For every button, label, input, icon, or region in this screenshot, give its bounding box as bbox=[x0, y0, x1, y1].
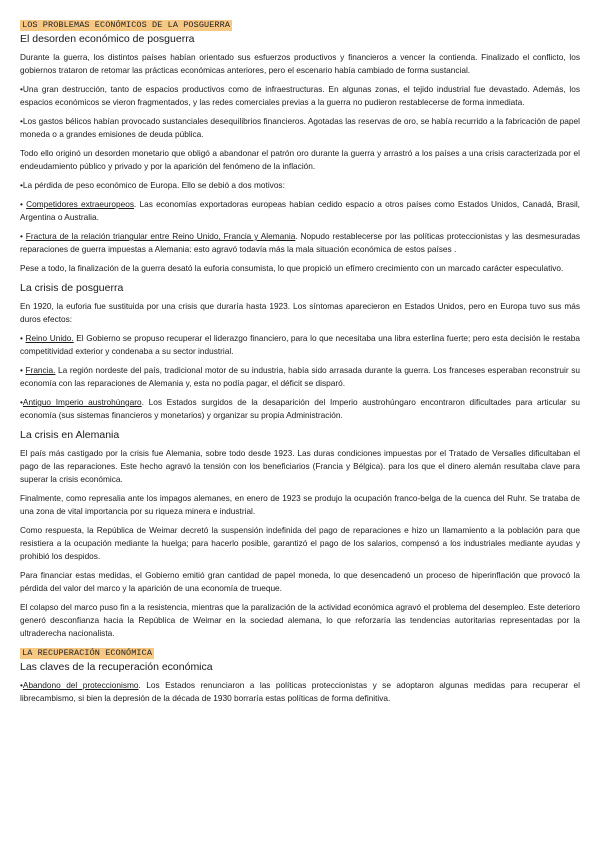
paragraph: Durante la guerra, los distintos países habían orientado sus esfuerzos productivos y financieros a vencer la contienda. Finalizado el conflicto, los gobiernos trataron de retomar las prácticas económicas anteriores, pero el escenario había cambiado de forma sustancial. bbox=[20, 52, 580, 75]
paragraph: •La pérdida de peso económico de Europa. Ello se debió a dos motivos: bbox=[20, 180, 285, 190]
paragraph: •Los gastos bélicos habían provocado sustanciales desequilibrios financieros. Agotadas las reservas de oro, se había recurrido a la fabricación de papel moneda o a grandes emisiones de deuda pública. bbox=[20, 116, 580, 139]
bullet-title: Francia. bbox=[25, 365, 56, 375]
bullet-item: • Reino Unido. El Gobierno se propuso recuperar el liderazgo financiero, para lo que necesitaba una libra esterlina fuerte; pero esta decisión le restaba competitividad exterior y condenaba a su sector industrial. bbox=[20, 333, 580, 356]
paragraph: Finalmente, como represalia ante los impagos alemanes, en enero de 1923 se produjo la ocupación franco-belga de la cuenca del Ruhr. Se trataba de una zona de vital importancia por su riqueza minera e industrial. bbox=[20, 493, 580, 516]
paragraph: Pese a todo, la finalización de la guerra desató la euforia consumista, lo que propició un efímero crecimiento con un marcado carácter especulativo. bbox=[20, 263, 564, 273]
subheading-crisis-alemania: La crisis en Alemania bbox=[20, 429, 120, 441]
bullet-title: Abandono del proteccionismo bbox=[22, 680, 139, 690]
subheading-crisis-posguerra: La crisis de posguerra bbox=[20, 282, 124, 294]
bullet-item: •Abandono del proteccionismo. Los Estados renunciaron a las políticas proteccionistas y se adoptaron algunas medidas para recuperar el librecambismo, si bien la depresión de la década de 1930 borraría estas políticas de forma definitiva. bbox=[20, 680, 580, 703]
document-page bbox=[20, 18, 580, 711]
paragraph: •Una gran destrucción, tanto de espacios productivos como de infraestructuras. En algunas zonas, el tejido industrial fue devastado. Además, los espacios económicos se vieron fragmentados, y las redes comerciales previas a la guerra no pudieron restablecerse de forma inmediata. bbox=[20, 84, 580, 107]
paragraph: El país más castigado por la crisis fue Alemania, sobre todo desde 1923. Las duras condiciones impuestas por el Tratado de Versalles dificultaban el pago de las reparaciones. Este hecho agravó la tensión con los beneficiarios (Francia y Bélgica). para los que el dinero alemán resultaba clave para superar la crisis económica. bbox=[20, 448, 580, 484]
section-heading-problemas: LOS PROBLEMAS ECONÓMICOS DE LA POSGUERRA bbox=[22, 20, 231, 30]
bullet-item: • Fractura de la relación triangular entre Reino Unido, Francia y Alemania. Nopudo restablecerse por las políticas proteccionistas y las desmesuradas reparaciones de guerra impuestas a Alemania: esto agravó todavía más la mala situación económica de estos países . bbox=[20, 231, 580, 254]
section-heading-recuperacion: LA RECUPERACIÓN ECONÓMICA bbox=[22, 648, 153, 658]
paragraph: En 1920, la euforia fue sustituida por una crisis que duraría hasta 1923. Los síntomas aparecieron en Estados Unidos, pero en Europa tuvo sus más duros efectos: bbox=[20, 301, 580, 324]
paragraph: Para financiar estas medidas, el Gobierno emitió gran cantidad de papel moneda, lo que desencadenó un proceso de hiperinflación que provocó la pérdida del valor del marco y la aparición de una economía de trueque. bbox=[20, 570, 580, 593]
paragraph: El colapso del marco puso fin a la resistencia, mientras que la paralización de la actividad económica agravó el problema del desempleo. Este deterioro generó desconfianza hacia la República de Weimar en la sociedad alemana, lo que reforzaría las tendencias autoritarias representadas por la ultraderecha nacionalista. bbox=[20, 602, 580, 638]
bullet-title: Reino Unido. bbox=[25, 333, 74, 343]
bullet-item: • Francia. La región nordeste del país, tradicional motor de su industria, había sido arrasada durante la guerra. Los franceses esperaban reconstruir su economía con las reparaciones de Alemania y, esta no podía pagar, el déficit se disparó. bbox=[20, 365, 580, 388]
bullet-title: Competidores extraeuropeos bbox=[26, 199, 134, 209]
bullet-title: Fractura de la relación triangular entre Reino Unido, Francia y Alemania bbox=[25, 231, 296, 241]
subheading-desorden: El desorden económico de posguerra bbox=[20, 33, 195, 45]
bullet-item: •Antiguo Imperio austrohúngaro. Los Estados surgidos de la desaparición del Imperio austrohúngaro encontraron dificultades para articular su economía (sus sistemas financieros y monetarios) y organizar su propia Administración. bbox=[20, 397, 580, 420]
paragraph: Como respuesta, la República de Weimar decretó la suspensión indefinida del pago de reparaciones e hizo un llamamiento a la población para que resistiera a la ocupación mediante la huelga; para hacerlo posible, garantizó el pago de los salarios, compensó a los industriales mediante ayudas y prohibió los despidos. bbox=[20, 525, 580, 561]
subheading-claves: Las claves de la recuperación económica bbox=[20, 661, 213, 673]
bullet-title: Antiguo Imperio austrohúngaro bbox=[22, 397, 142, 407]
paragraph: Todo ello originó un desorden monetario que obligó a abandonar el patrón oro durante la guerra y arrastró a los países a una crisis caracterizada por el endeudamiento público y privado y por la aparición del fenómeno de la inflación. bbox=[20, 148, 580, 171]
bullet-item: • Competidores extraeuropeos. Las economías exportadoras europeas habían cedido espacio a otros países como Estados Unidos, Canadá, Brasil, Argentina o Australia. bbox=[20, 199, 580, 222]
